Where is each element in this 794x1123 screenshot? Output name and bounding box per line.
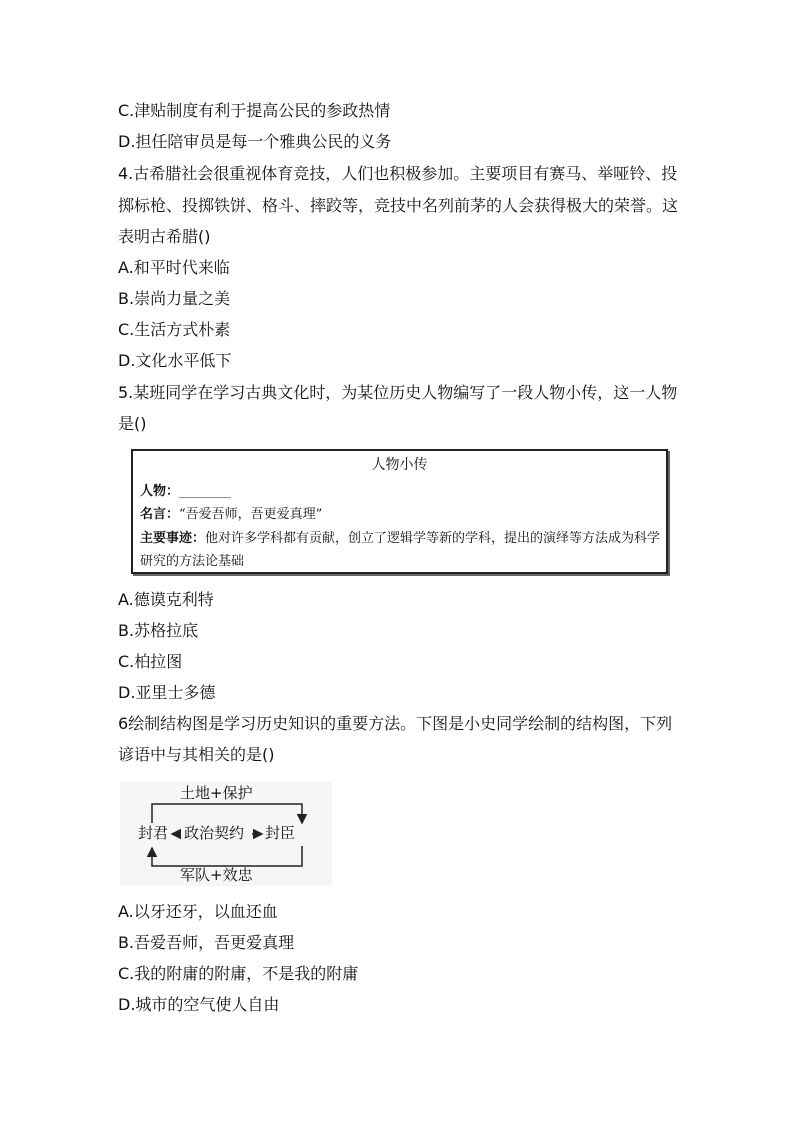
bio-box — [131, 449, 668, 574]
question-4-line-3: 表明古希腊() — [118, 227, 211, 246]
bio-person-blank: ________ — [179, 484, 232, 499]
question-4-option-b: B.崇尚力量之美 — [118, 289, 231, 308]
top-arrow-line — [152, 804, 302, 823]
question-4-line-2: 掷标枪、投掷铁饼、格斗、摔跤等，竞技中名列前茅的人会获得极大的荣誉。这 — [118, 196, 679, 215]
bio-person-label: 人物： — [140, 484, 180, 499]
diagram-contract-label: 政治契约 — [184, 824, 245, 842]
question-4-option-a: A.和平时代来临 — [118, 258, 230, 277]
question-6-line-1: 6绘制结构图是学习历史知识的重要方法。下图是小史同学绘制的结构图，下列 — [118, 714, 673, 733]
bio-deeds-line1: 他对许多学科都有贡献，创立了逻辑学等新的学科，提出的演绎等方法成为科学 — [205, 531, 661, 546]
question-5-option-d: D.亚里士多德 — [118, 683, 216, 702]
question-6-option-a: A.以牙还牙，以血还血 — [118, 902, 278, 921]
question-5-line-1: 5.某班同学在学习古典文化时，为某位历史人物编写了一段人物小传，这一人物 — [118, 383, 678, 402]
question-6-line-2: 谚语中与其相关的是() — [118, 745, 275, 764]
question-6-option-c: C.我的附庸的附庸，不是我的附庸 — [118, 964, 359, 983]
question-6-option-b: B.吾爱吾师，吾更爱真理 — [118, 933, 295, 952]
question-5-option-a: A.德谟克利特 — [118, 590, 214, 609]
question-4-option-d: D.文化水平低下 — [118, 351, 232, 370]
bio-deeds-row — [140, 531, 660, 547]
structure-diagram — [120, 782, 332, 886]
line-option-c-q3: C.津贴制度有利于提高公民的参政热情 — [118, 101, 391, 120]
question-4-option-c: C.生活方式朴素 — [118, 320, 231, 339]
bio-person-row — [140, 484, 231, 500]
question-5-option-c: C.柏拉图 — [118, 652, 183, 671]
question-6-option-d: D.城市的空气使人自由 — [118, 995, 280, 1014]
question-5-line-2: 是() — [118, 414, 147, 433]
bio-deeds-label: 主要事迹： — [140, 531, 206, 546]
line-option-d-q3: D.担任陪审员是每一个雅典公民的义务 — [118, 132, 392, 151]
diagram-bottom-label: 军队+效忠 — [180, 866, 253, 884]
bio-deeds-line2: 研究的方法论基础 — [140, 554, 245, 569]
question-4-line-1: 4.古希腊社会很重视体育竞技，人们也积极参加。主要项目有赛马、举哑铃、投 — [118, 164, 678, 183]
bottom-arrow-line — [152, 846, 302, 866]
diagram-top-label: 土地+保护 — [180, 784, 253, 802]
question-5-option-b: B.苏格拉底 — [118, 621, 199, 640]
bio-quote-label: 名言： — [140, 507, 180, 522]
diagram-vassal-label: 封臣 — [265, 824, 296, 842]
bio-quote-row — [140, 507, 322, 523]
bio-title: 人物小传 — [371, 457, 428, 473]
bio-quote: “吾爱吾师，吾更爱真理” — [179, 507, 323, 522]
diagram-lord-label: 封君 — [138, 824, 169, 842]
